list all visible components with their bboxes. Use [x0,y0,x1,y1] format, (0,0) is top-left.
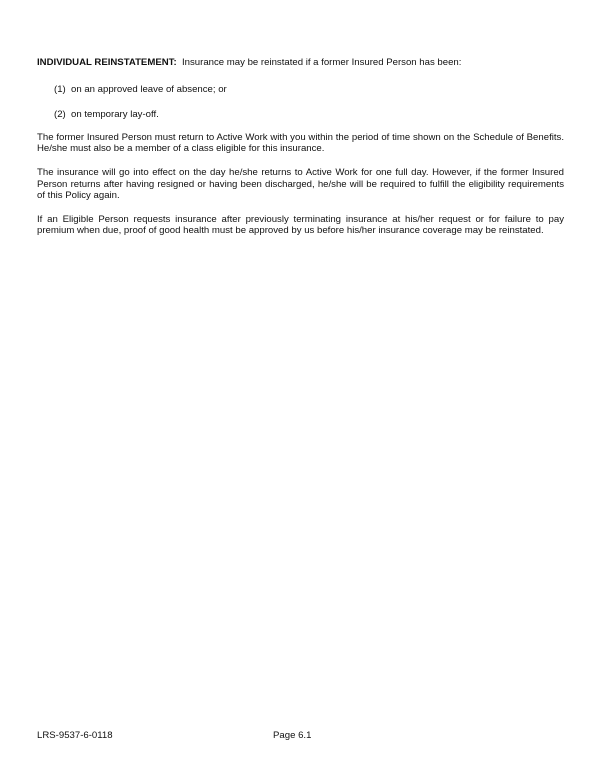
paragraph-effective-date: The insurance will go into effect on the day he/she returns to Active Work for one full day. However, if the former Insured Person returns after having resigned or having been discharged, he/she will be required to fulfill the eligibility requirements of this Policy again. [37,166,564,202]
section-heading: INDIVIDUAL REINSTATEMENT: [37,57,177,68]
page-footer [37,730,564,744]
form-code: LRS-9537-6-0118 [37,730,113,741]
list-item-number: (1) [54,83,66,95]
page-number: Page 6.1 [273,730,312,741]
paragraph-proof-of-good-health: If an Eligible Person requests insurance after previously terminating insurance at his/her request or for failure to pay premium when due, proof of good health must be approved by us before his/her insurance coverage may be reinstated. [37,213,564,237]
section-intro: Insurance may be reinstated if a former Insured Person has been: [182,57,462,68]
section-intro-line [37,57,564,69]
list-item-text: on temporary lay-off. [71,109,159,121]
paragraph-return-to-work: The former Insured Person must return to Active Work with you within the period of time shown on the Schedule of Benefits. He/she must also be a member of a class eligible for this insurance. [37,131,564,155]
list-item-number: (2) [54,109,66,121]
document-body [37,57,564,249]
list-item [37,84,564,96]
list-item-text: on an approved leave of absence; or [71,83,227,95]
list-item [37,109,564,121]
